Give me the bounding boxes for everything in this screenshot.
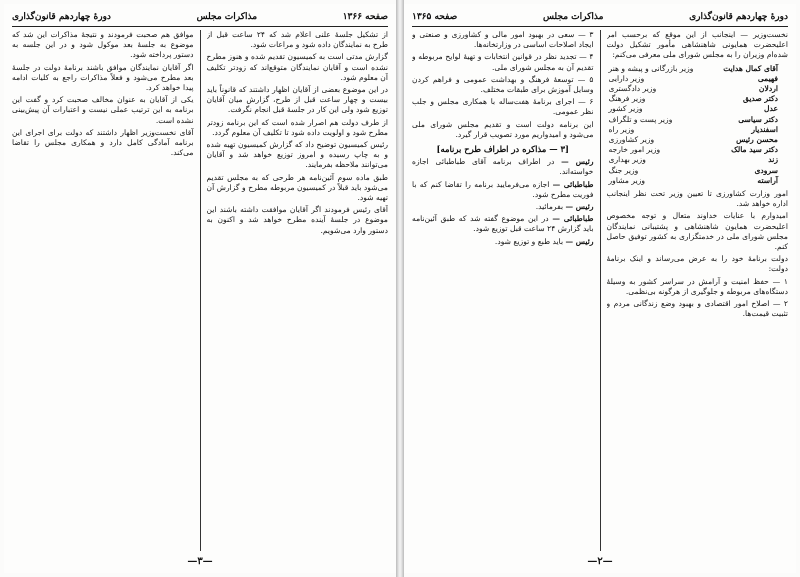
left-journal-name: مذاکرات مجلس xyxy=(196,12,258,22)
left-page-footer: —۳— xyxy=(187,556,213,567)
column-divider xyxy=(200,30,201,551)
right-column-2 xyxy=(412,30,594,551)
column-divider xyxy=(600,30,601,551)
paragraph: گزارش مدتی است به کمیسیون تقدیم شده و هنوز مطرح نشده است و آقایان نمایندگان متوقع‌اند که زودتر تکلیف آن معلوم شود. xyxy=(206,52,388,82)
paragraph: رئیس کمیسیون توضیح داد که گزارش کمیسیون تهیه شده و به چاپ رسیده و امروز توزیع خواهد شد و آقایان می‌توانند ملاحظه بفرمایند. xyxy=(206,140,388,170)
list-item xyxy=(607,166,789,176)
minister-role: وزیر راه xyxy=(608,124,635,134)
minister-list xyxy=(607,64,789,186)
right-page-number: صفحه ۱۳۶۵ xyxy=(412,12,458,22)
dialogue-line xyxy=(412,157,594,177)
minister-role: وزیر کشور xyxy=(608,104,643,114)
minister-role: وزیر دادگستری xyxy=(608,84,657,94)
left-column-1 xyxy=(207,30,389,551)
speaker-name: رئیس — xyxy=(565,202,594,212)
paragraph: ۴ — تجدید نظر در قوانین انتخابات و تهیهٔ لوایح مربوطه و تقدیم آن به مجلس شورای ملی. xyxy=(412,52,594,72)
speaker-name: طباطبائی — xyxy=(552,179,594,189)
right-header-rule xyxy=(412,26,788,27)
minister-name: محسن رئیس xyxy=(736,135,778,145)
paragraph: ۱ — حفظ امنیت و آرامش در سراسر کشور به وسیلهٔ دستگاه‌های مربوطه و جلوگیری از هرگونه بی‌نظمی. xyxy=(606,276,788,296)
dialogue-line xyxy=(412,214,594,234)
paragraph: یکی از آقایان به عنوان مخالف صحبت کرد و گفت این برنامه به این ترتیب عملی نیست و اعتبارات آن پیش‌بینی نشده است. xyxy=(12,95,194,125)
paragraph: این برنامه دولت است و تقدیم مجلس شورای ملی می‌شود و امیدواریم مورد تصویب قرار گیرد. xyxy=(412,119,594,139)
right-journal-name: مذاکرات مجلس xyxy=(542,12,604,22)
paragraph: آقای نخست‌وزیر اظهار داشتند که دولت برای اجرای این برنامه آمادگی کامل دارد و همکاری مجلس را تقاضا می‌کند. xyxy=(12,127,194,158)
left-session-title: دورهٔ چهاردهم قانون‌گذاری xyxy=(12,12,111,22)
list-item xyxy=(607,104,789,114)
minister-role: وزیر دارایی xyxy=(608,73,645,83)
list-item xyxy=(607,125,789,135)
minister-role: وزیر کشاورزی xyxy=(608,135,655,145)
minister-role: وزیر بازرگانی و پیشه و هنر xyxy=(608,63,694,73)
paragraph: از تشکیل جلسهٔ علنی اعلام شد که ۲۴ ساعت قبل از طرح به نمایندگان داده شود و مراعات شود. xyxy=(206,30,388,50)
book-gutter xyxy=(396,0,404,577)
minister-name: سرودی xyxy=(754,165,778,175)
speech-text: اجازه می‌فرمایید برنامه را تقاضا کنم که با فوریت مطرح شود. xyxy=(412,179,594,199)
dialogue-line xyxy=(412,180,594,200)
paragraph: طبق ماده سوم آئین‌نامه هر طرحی که به مجلس تقدیم می‌شود باید قبلاً در کمیسیون مربوطه مطرح و گزارش آن تهیه شود. xyxy=(206,172,388,203)
list-item xyxy=(607,176,789,186)
minister-role: وزیر پست و تلگراف xyxy=(608,114,673,124)
left-page xyxy=(4,4,396,573)
minister-name: آراسته xyxy=(757,175,778,185)
left-page-number: صفحه ۱۳۶۶ xyxy=(342,12,388,22)
dialogue-line xyxy=(412,237,594,247)
paragraph: ۲ — اصلاح امور اقتصادی و بهبود وضع زندگانی مردم و تثبیت قیمت‌ها. xyxy=(606,299,788,319)
speaker-name: رئیس — xyxy=(565,236,594,246)
minister-role: وزیر مشاور xyxy=(608,175,646,185)
minister-name: عدل xyxy=(763,104,778,114)
minister-name: فهیمی xyxy=(757,73,778,83)
minister-role: وزیر بهداری xyxy=(608,155,646,165)
paragraph: ۶ — اجرای برنامهٔ هفت‌ساله با همکاری مجلس و جلب نظر عمومی. xyxy=(412,97,594,117)
left-page-header xyxy=(12,10,388,24)
minister-role: وزیر فرهنگ xyxy=(608,94,646,104)
list-item xyxy=(607,135,789,145)
list-item xyxy=(607,115,789,125)
paragraph: امور وزارت کشاورزی تا تعیین وزیر تحت نظر اینجانب اداره خواهد شد. xyxy=(606,189,788,209)
list-item xyxy=(607,145,789,155)
dialogue-line xyxy=(412,202,594,212)
paragraph: نخست‌وزیر — اینجانب از این موقع که برحسب امر اعلیحضرت همایونی شاهنشاهی مأمور تشکیل دولت شده‌ام وزیران را به مجلس شورای ملی معرفی می‌کنم: xyxy=(606,30,788,60)
right-columns xyxy=(412,30,788,551)
list-item xyxy=(607,64,789,74)
minister-name: دکتر سید مالک xyxy=(731,145,778,155)
paragraph: دولت برنامهٔ خود را به عرض می‌رساند و اینک برنامهٔ دولت: xyxy=(606,254,788,274)
minister-name: آقای کمال هدایت xyxy=(723,63,778,73)
list-item xyxy=(607,84,789,94)
minister-role: وزیر امور خارجه xyxy=(608,145,661,155)
right-page-footer: —۲— xyxy=(587,556,613,567)
paragraph: در این موضوع بعضی از آقایان اظهار داشتند که قانوناً باید بیست و چهار ساعت قبل از طرح، گزارش میان آقایان توزیع شود ولی این کار در جلسهٔ قبل انجام نگرفت. xyxy=(206,85,388,115)
speaker-name: رئیس — xyxy=(561,157,594,167)
minister-name: دکتر صدیق xyxy=(742,94,778,104)
speech-text: بفرمائید. xyxy=(535,202,564,212)
list-item xyxy=(607,155,789,165)
speaker-name: طباطبائی — xyxy=(552,214,594,224)
left-column-2 xyxy=(12,30,194,551)
right-page-header xyxy=(412,10,788,24)
paragraph: ۳ — سعی در بهبود امور مالی و کشاورزی و صنعتی و ایجاد اصلاحات اساسی در وزارتخانه‌ها. xyxy=(412,30,594,50)
section-heading: [۳ — مذاکره در اطراف طرح برنامه] xyxy=(436,144,569,155)
paragraph: ۵ — توسعهٔ فرهنگ و بهداشت عمومی و فراهم کردن وسایل آموزش برای طبقات مختلف. xyxy=(412,74,594,95)
minister-name: اردلان xyxy=(758,84,778,94)
paragraph: امیدوارم با عنایات خداوند متعال و توجه مخصوص اعلیحضرت همایون شاهنشاهی و پشتیبانی نمایندگان مجلس شورای ملی در خدمتگزاری به کشور توفیق حاصل کنم. xyxy=(606,211,788,252)
minister-name: زند xyxy=(768,155,778,165)
list-item xyxy=(607,74,789,84)
minister-name: دکتر سیاسی xyxy=(738,114,778,124)
speech-text: باید طبع و توزیع شود. xyxy=(494,236,564,246)
paragraph: اگر آقایان نمایندگان موافق باشند برنامهٔ دولت در جلسهٔ بعد مطرح می‌شود و فعلاً مذاکرات راجع به کلیات ادامه پیدا خواهد کرد. xyxy=(12,62,194,93)
paragraph: از طرف دولت هم اصرار شده است که این برنامه زودتر مطرح شود و اولویت داده شود تا تکلیف آن معلوم گردد. xyxy=(206,117,388,137)
right-column-1 xyxy=(607,30,789,551)
left-header-rule xyxy=(12,26,388,27)
right-page xyxy=(404,4,796,573)
left-columns xyxy=(12,30,388,551)
paragraph: آقای رئیس فرمودند اگر آقایان موافقت داشته باشند این موضوع در جلسهٔ آینده مطرح خواهد شد و اکنون به دستور وارد می‌شویم. xyxy=(206,205,388,235)
right-session-title: دورهٔ چهاردهم قانون‌گذاری xyxy=(689,12,788,22)
speech-text: در اطراف برنامه آقای طباطبائی اجازه خواسته‌اند. xyxy=(412,157,594,177)
list-item xyxy=(607,94,789,104)
speech-text: در این موضوع گفته شد که طبق آئین‌نامه باید گزارش ۲۴ ساعت قبل توزیع شود. xyxy=(412,214,594,234)
paragraph: موافق هم صحبت فرمودند و نتیجهٔ مذاکرات این شد که موضوع به جلسهٔ بعد موکول شود و در این جلسه به دستور پرداخته شود. xyxy=(12,30,194,60)
minister-role: وزیر جنگ xyxy=(608,165,639,175)
minister-name: اسفندیار xyxy=(751,124,778,134)
